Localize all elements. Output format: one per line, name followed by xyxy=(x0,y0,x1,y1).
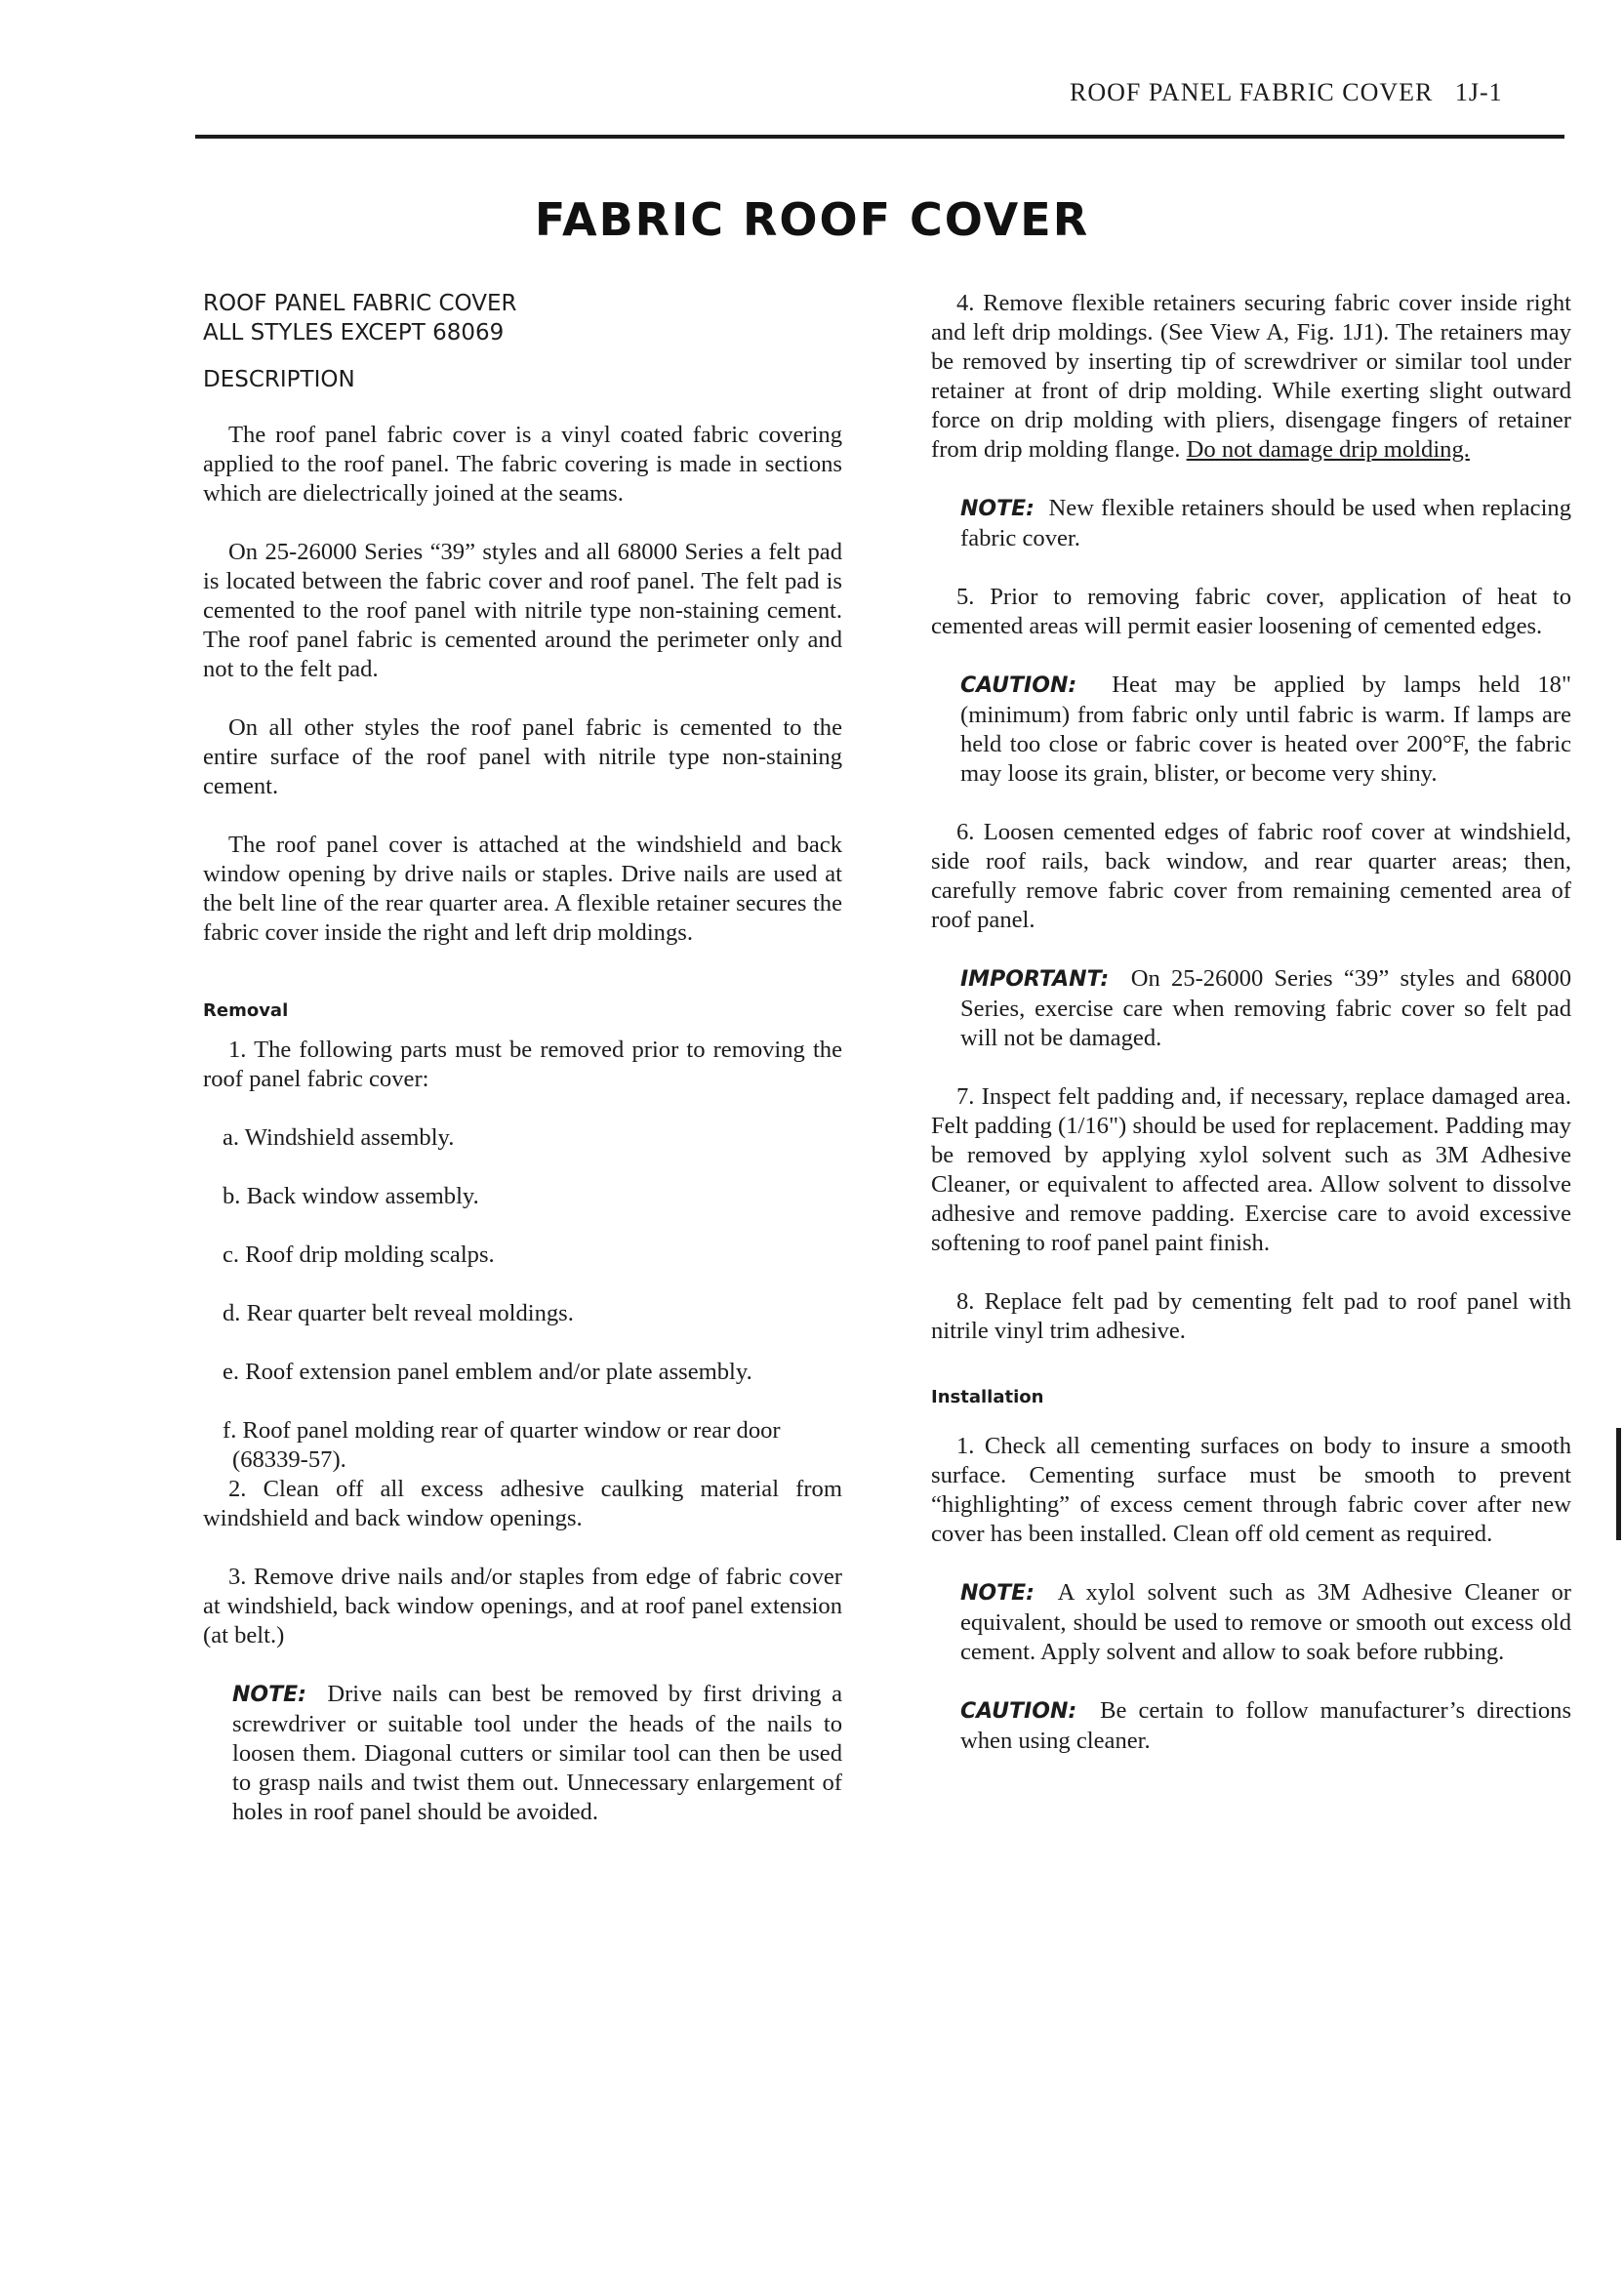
step-text: 4. Remove flexible retainers securing fabric cover inside right and left drip moldings. (See View A, Fig. 1J1). The retainers may be removed by inserting tip of screwdriver or similar tool under retainer at front of drip molding. While exerting slight outward force on drip molding with pliers, disengage fingers of retainer from drip molding flange. xyxy=(931,290,1571,463)
caution-text: Heat may be applied by lamps held 18" (minimum) from fabric only until fabric is warm. If lamps are held too close or fabric cover is heated over 200°F, the fabric may loose its grain, blister, or become very shiny. xyxy=(960,672,1572,787)
removal-list-item: b. Back window assembly. xyxy=(223,1183,479,1209)
margin-change-bar xyxy=(1616,1428,1621,1540)
note-block xyxy=(931,1578,1571,1667)
description-paragraph: On all other styles the roof panel fabric is cemented to the entire surface of the roof panel with nitrile type non-staining cement. xyxy=(203,714,842,799)
removal-step: 7. Inspect felt padding and, if necessary, replace damaged area. Felt padding (1/16") should be used for replacement. Padding may be removed by applying xylol solvent such as 3M Adhesive Cleaner, or equivalent to affected area. Allow solvent to dissolve adhesive and remove padding. Exercise care to avoid excessive softening to roof panel paint finish. xyxy=(931,1083,1571,1256)
description-paragraph: On 25-26000 Series “39” styles and all 68000 Series a felt pad is located between the fabric cover and roof panel. The felt pad is cemented to the roof panel with nitrile type non-staining cement. The roof panel fabric is cemented around the perimeter only and not to the felt pad. xyxy=(203,539,842,682)
installation-heading: Installation xyxy=(931,1387,1044,1407)
removal-list-item: f. Roof panel molding rear of quarter window or rear door (68339-57). xyxy=(223,1417,781,1473)
note-block xyxy=(203,1680,842,1827)
section-subheading: ALL STYLES EXCEPT 68069 xyxy=(203,320,505,346)
removal-list-item: e. Roof extension panel emblem and/or plate assembly. xyxy=(223,1359,752,1385)
removal-step xyxy=(931,289,1571,465)
note-label: NOTE: xyxy=(960,497,1035,521)
removal-step: 5. Prior to removing fabric cover, application of heat to cemented areas will permit easier loosening of cemented edges. xyxy=(931,584,1571,639)
installation-step: 1. Check all cementing surfaces on body to insure a smooth surface. Cementing surface must be smooth to prevent “highlighting” of excess cement through fabric cover after new cover has been installed. Clean off old cement as required. xyxy=(931,1433,1571,1547)
removal-list-item: a. Windshield assembly. xyxy=(223,1124,455,1151)
page-number: 1J-1 xyxy=(1454,78,1503,106)
important-block xyxy=(931,964,1571,1053)
page-title: FABRIC ROOF COVER xyxy=(534,193,1090,246)
removal-step: 1. The following parts must be removed prior to removing the roof panel fabric cover: xyxy=(203,1037,842,1092)
note-block xyxy=(931,494,1571,553)
description-paragraph: The roof panel cover is attached at the windshield and back window opening by drive nails or staples. Drive nails are used at the belt line of the rear quarter area. A flexible retainer secures the fabric cover inside the right and left drip moldings. xyxy=(203,832,842,946)
removal-step: 6. Loosen cemented edges of fabric roof cover at windshield, side roof rails, back window, and rear quarter areas; then, carefully remove fabric cover from remaining cemented area of roof panel. xyxy=(931,819,1571,933)
caution-label: CAUTION: xyxy=(960,1699,1077,1724)
note-text: A xylol solvent such as 3M Adhesive Cleaner or equivalent, should be used to remove or smooth out excess old cement. Apply solvent and allow to soak before rubbing. xyxy=(960,1579,1571,1665)
caution-label: CAUTION: xyxy=(960,673,1077,698)
caution-block xyxy=(931,1696,1571,1756)
description-heading: DESCRIPTION xyxy=(203,367,355,392)
header-rule xyxy=(195,135,1564,139)
removal-list-item: d. Rear quarter belt reveal moldings. xyxy=(223,1300,574,1326)
removal-step: 3. Remove drive nails and/or staples from edge of fabric cover at windshield, back window openings, and at roof panel extension (at belt.) xyxy=(203,1564,842,1649)
note-label: NOTE: xyxy=(960,1581,1035,1606)
note-text: New flexible retainers should be used when replacing fabric cover. xyxy=(960,495,1571,551)
warning-underlined: Do not damage drip molding. xyxy=(1186,436,1470,463)
description-paragraph: The roof panel fabric cover is a vinyl coated fabric covering applied to the roof panel. The fabric covering is made in sections which are dielectrically joined at the seams. xyxy=(203,422,842,507)
running-header xyxy=(1070,78,1503,107)
note-label: NOTE: xyxy=(232,1683,306,1707)
important-label: IMPORTANT: xyxy=(960,967,1110,992)
caution-block xyxy=(931,671,1571,789)
important-text: On 25-26000 Series “39” styles and 68000 Series, exercise care when removing fabric cover so felt pad will not be damaged. xyxy=(960,965,1571,1051)
removal-list-item: c. Roof drip molding scalps. xyxy=(223,1242,495,1268)
note-text: Drive nails can best be removed by first driving a screwdriver or suitable tool under the heads of the nails to loosen them. Diagonal cutters or similar tool can then be used to grasp nails and twist them out. Unnecessary enlargement of holes in roof panel should be avoided. xyxy=(232,1681,843,1825)
running-title: ROOF PANEL FABRIC COVER xyxy=(1070,78,1434,106)
removal-step: 2. Clean off all excess adhesive caulking material from windshield and back window openings. xyxy=(203,1476,842,1531)
removal-step: 8. Replace felt pad by cementing felt pad to roof panel with nitrile vinyl trim adhesive. xyxy=(931,1288,1571,1344)
right-column xyxy=(931,289,1571,1756)
left-column xyxy=(203,289,842,1827)
section-heading: ROOF PANEL FABRIC COVER xyxy=(203,291,517,316)
removal-heading: Removal xyxy=(203,1000,289,1021)
caution-text: Be certain to follow manufacturer’s directions when using cleaner. xyxy=(960,1697,1572,1754)
